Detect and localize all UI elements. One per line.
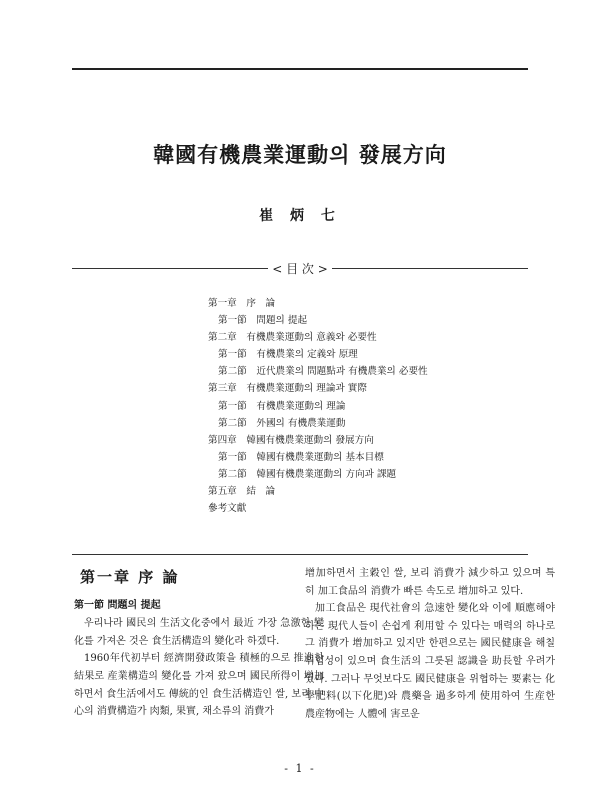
body-paragraph: 增加하면서 主穀인 쌀, 보리 消費가 減少하고 있으며 특히 加工食品의 消費가 빠른 속도로 增加하고 있다. [305,568,555,597]
body-paragraph: 우리나라 國民의 生活文化중에서 最近 가장 急激한 變化를 가져온 것은 食生活構造의 變化라 하겠다. [74,618,324,647]
toc-list [208,295,428,517]
section-heading: 第一節 問題의 提起 [74,599,161,611]
toc-item: 參考文獻 [208,503,247,515]
body-column-right [305,565,555,723]
toc-item: 第三章 有機農業運動의 理論과 實際 [208,383,367,395]
toc-item: 第四章 韓國有機農業運動의 發展方向 [208,434,374,446]
toc-item: 第五章 結 論 [208,486,276,498]
toc-item: 第一章 序 論 [208,298,276,309]
body-paragraph: 1960年代初부터 經濟開發政策을 積極的으로 推進한 結果로 産業構造의 變化를 가져 왔으며 國民所得이 增加하면서 食生活에서도 傳統的인 食生活構造인 쌀, 보리 中心의 消費構造가 肉類, 果實, 채소류의 消費가 [74,653,324,718]
table-of-contents [72,262,528,555]
top-rule [72,68,528,70]
toc-item: 第一節 韓國有機農業運動의 基本目標 [218,451,384,463]
toc-item: 第二節 韓國有機農業運動의 方向과 課題 [218,468,397,480]
toc-item: 第二節 近代農業의 問題點과 有機農業의 必要性 [218,366,428,378]
toc-item: 第二章 有機農業運動의 意義와 必要性 [208,332,377,344]
chapter-heading: 第一章 序 論 [80,568,180,586]
page-number: - 1 - [284,762,316,775]
toc-heading: < 目 次 > [72,260,528,277]
toc-item: 第一節 有機農業의 定義와 原理 [218,349,358,361]
toc-item: 第一節 問題의 提起 [218,315,308,327]
body-column-left [74,565,324,721]
toc-item: 第二節 外國의 有機農業運動 [218,417,346,429]
body-paragraph: 加工食品은 現代社會의 急速한 變化와 이에 順應해야 하는 現代人들이 손쉽게 利用할 수 있다는 매력의 하나로 그 消費가 增加하고 있지만 한편으로는 國民健康을 해칠 위험성이 있으며 食生活의 그릇된 認識을 助長할 우려가 있다. 그러나 무엇보다도 國民健康을 위협하는 要素는 化學肥料(以下化肥)와 農藥을 過多하게 使用하여 生産한 農産物에는 人體에 害로운 [305,603,555,720]
paper-title: 韓國有機農業運動의 發展方向 [153,142,447,167]
author-name: 崔 炳 七 [259,208,341,224]
toc-item: 第一節 有機農業運動의 理論 [218,400,346,412]
